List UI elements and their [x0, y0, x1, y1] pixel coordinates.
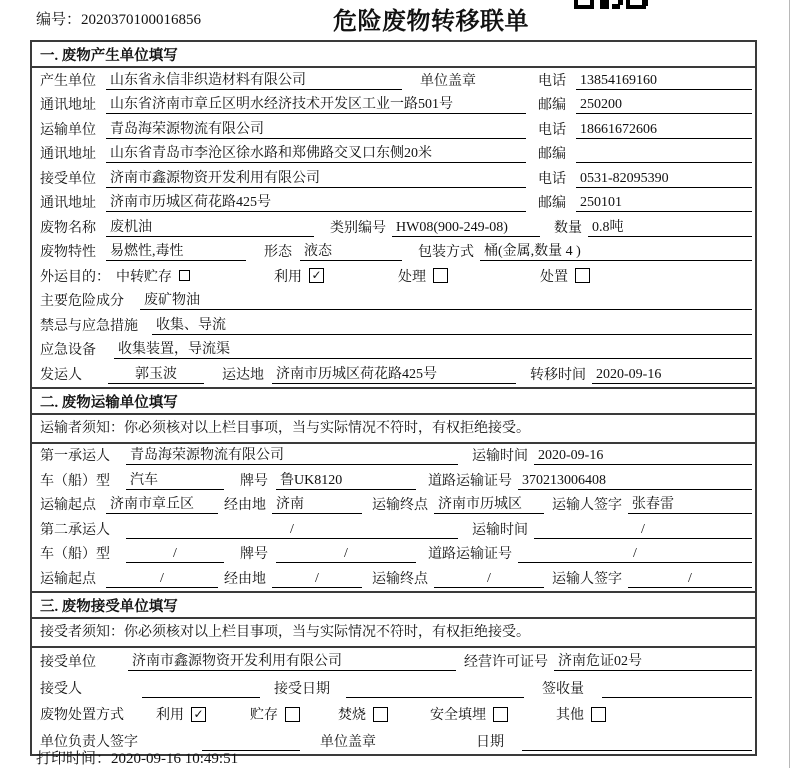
- carrier-sign1-label: 运输人签字: [552, 498, 622, 513]
- waste-character-label: 废物特性: [40, 245, 96, 260]
- disposal-incinerate-label: 焚烧: [338, 708, 366, 723]
- accept-unit-label: 接受单位: [40, 655, 96, 670]
- receive-zip-label: 邮编: [538, 196, 566, 211]
- business-permit-label: 经营许可证号: [464, 655, 548, 670]
- checkbox-disposal-incinerate-icon: [373, 707, 388, 722]
- row-accept-person: [32, 674, 755, 701]
- transport-time2-label: 运输时间: [472, 522, 528, 538]
- plate2-label: 牌号: [240, 547, 268, 562]
- checkbox-dispose-icon: [575, 268, 590, 283]
- responsible-sign-label: 单位负责人签字: [40, 734, 138, 750]
- receiver-notice: 接受者须知：你必须核对以上栏目事项，当与实际情况不符时，有权拒绝接受。: [32, 619, 755, 648]
- route-end2-value: /: [434, 571, 544, 588]
- row-disposal-method: [32, 701, 755, 728]
- row-producer-address: [32, 93, 755, 118]
- print-time-value: 2020-09-16 10:49:51: [111, 751, 239, 767]
- second-carrier-value: /: [126, 522, 458, 539]
- road-permit2-value: /: [518, 546, 752, 563]
- row-waste-name: [32, 215, 755, 240]
- vehicle-type1-label: 车（船）型: [40, 473, 110, 489]
- accept-unit-value: 济南市鑫源物资开发利用有限公司: [128, 650, 456, 671]
- producer-phone-value: 13854169160: [576, 73, 752, 90]
- transport-address-label: 通讯地址: [40, 147, 96, 162]
- receive-address-value: 济南市历城区荷花路425号: [106, 191, 526, 212]
- unit-seal-label: 单位盖章: [320, 734, 376, 750]
- route-via2-value: /: [272, 571, 362, 588]
- transport-phone-value: 18661672606: [576, 122, 752, 139]
- transport-zip-label: 邮编: [538, 147, 566, 162]
- section3-header: 三. 废物接受单位填写: [32, 591, 755, 619]
- row-vehicle1: [32, 468, 755, 493]
- purpose-option-dispose: [540, 266, 590, 286]
- page-title: 危险废物转移联单: [333, 9, 529, 35]
- row-waste-character: [32, 240, 755, 265]
- checkbox-utilize-icon: ✓: [309, 268, 324, 283]
- row-receive-unit: [32, 166, 755, 191]
- qr-code-fragment-icon: [574, 0, 652, 9]
- producer-label: 产生单位: [40, 73, 96, 89]
- pack-method-value: 桶(金属,数量 4 ): [480, 240, 752, 261]
- disposal-utilize-label: 利用: [156, 708, 184, 723]
- route-start2-label: 运输起点: [40, 571, 96, 587]
- disposal-storage-label: 贮存: [250, 708, 278, 723]
- section1-header: 一. 废物产生单位填写: [32, 42, 755, 68]
- manifest-form-table: [30, 40, 757, 756]
- road-permit2-label: 道路运输证号: [428, 547, 512, 562]
- transport-phone-label: 电话: [538, 122, 566, 138]
- document-number-label: 编号：: [36, 12, 82, 28]
- row-emergency-equipment: [32, 338, 755, 363]
- waste-qty-value: 0.8吨: [588, 216, 752, 237]
- carrier-sign1-value: 张春雷: [628, 493, 752, 514]
- disposal-other-label: 其他: [556, 708, 584, 723]
- receive-phone-label: 电话: [538, 171, 566, 187]
- row-producer: [32, 68, 755, 93]
- transport-time1-value: 2020-09-16: [534, 448, 752, 465]
- purpose-dispose-label: 处置: [540, 269, 568, 285]
- road-permit1-label: 道路运输证号: [428, 473, 512, 489]
- transport-address-value: 山东省青岛市李沧区徐水路和郑佛路交叉口东侧20米: [106, 142, 526, 163]
- emergency-equipment-value: 收集装置，导流渠: [114, 338, 752, 359]
- producer-phone-label: 电话: [538, 73, 566, 89]
- outbound-purpose-label: 外运目的：: [40, 269, 110, 285]
- route-start2-value: /: [106, 571, 218, 588]
- document-number: [36, 8, 201, 29]
- checkbox-treat-icon: [433, 268, 448, 283]
- row-transport-unit: [32, 117, 755, 142]
- vehicle-type2-label: 车（船）型: [40, 547, 110, 562]
- transfer-time-label: 转移时间: [530, 367, 586, 383]
- producer-address-label: 通讯地址: [40, 98, 96, 113]
- row-vehicle2: [32, 542, 755, 567]
- checkbox-transfer-storage-icon: [179, 270, 190, 281]
- row-hazard-component: [32, 289, 755, 314]
- producer-zip-label: 邮编: [538, 98, 566, 113]
- transport-zip-value: [576, 162, 752, 163]
- print-time-label: 打印时间：: [36, 751, 112, 767]
- disposal-option-incinerate: [338, 704, 388, 724]
- row-emergency-measures: [32, 313, 755, 338]
- row-route2: [32, 566, 755, 591]
- receive-phone-value: 0531-82095390: [576, 171, 752, 188]
- vehicle-type2-value: /: [126, 546, 224, 563]
- accept-date-label: 接受日期: [274, 681, 330, 697]
- disposal-landfill-label: 安全填埋: [430, 708, 486, 723]
- producer-address-value: 山东省济南市章丘区明水经济技术开发区工业一路501号: [106, 93, 526, 114]
- document-number-value: 2020370100016856: [81, 12, 202, 28]
- receipt-qty-value: [602, 697, 752, 698]
- waste-category-label: 类别编号: [330, 220, 386, 236]
- waste-name-value: 废机油: [106, 216, 314, 237]
- pack-method-label: 包装方式: [418, 245, 474, 260]
- disposal-option-storage: [250, 704, 300, 724]
- row-first-carrier: [32, 444, 755, 469]
- checkbox-disposal-utilize-icon: ✓: [191, 707, 206, 722]
- disposal-option-utilize: [156, 704, 206, 724]
- transport-time1-label: 运输时间: [472, 449, 528, 464]
- producer-zip-value: 250200: [576, 97, 752, 114]
- purpose-transfer-storage-label: 中转贮存: [116, 269, 172, 285]
- route-start1-value: 济南市章丘区: [106, 493, 218, 514]
- purpose-utilize-label: 利用: [274, 269, 302, 285]
- carrier-sign2-label: 运输人签字: [552, 571, 622, 587]
- checkbox-disposal-other-icon: [591, 707, 606, 722]
- plate1-label: 牌号: [240, 473, 268, 489]
- route-via1-value: 济南: [272, 493, 362, 514]
- purpose-option-treat: [398, 266, 448, 286]
- destination-value: 济南市历城区荷花路425号: [272, 363, 516, 384]
- business-permit-value: 济南危证02号: [554, 650, 752, 671]
- shipper-label: 发运人: [40, 367, 82, 383]
- waste-character-value: 易燃性,毒性: [106, 240, 246, 261]
- row-route1: [32, 493, 755, 518]
- route-end1-value: 济南市历城区: [434, 493, 544, 514]
- receipt-qty-label: 签收量: [542, 681, 584, 697]
- page-edge-line: [789, 0, 790, 768]
- accept-date-value: [346, 697, 524, 698]
- checkbox-disposal-storage-icon: [285, 707, 300, 722]
- sign-date-value: [522, 750, 752, 751]
- disposal-option-landfill: [430, 704, 508, 724]
- transporter-notice: 运输者须知：你必须核对以上栏目事项，当与实际情况不符时，有权拒绝接受。: [32, 415, 755, 444]
- hazard-component-label: 主要危险成分: [40, 294, 124, 309]
- disposal-method-label: 废物处置方式: [40, 708, 124, 723]
- section2-header: 二. 废物运输单位填写: [32, 387, 755, 415]
- hazard-component-value: 废矿物油: [140, 289, 752, 310]
- waste-form-value: 液态: [300, 240, 402, 261]
- second-carrier-label: 第二承运人: [40, 522, 110, 538]
- transport-unit-value: 青岛海荣源物流有限公司: [106, 118, 526, 139]
- producer-value: 山东省永信非织造材料有限公司: [106, 69, 402, 90]
- row-receive-address: [32, 191, 755, 216]
- waste-qty-label: 数量: [554, 220, 582, 236]
- transfer-time-value: 2020-09-16: [592, 367, 752, 384]
- receive-unit-value: 济南市鑫源物资开发利用有限公司: [106, 167, 526, 188]
- row-outbound-purpose: [32, 264, 755, 289]
- first-carrier-value: 青岛海荣源物流有限公司: [126, 444, 458, 465]
- carrier-sign2-value: /: [628, 571, 752, 588]
- route-via1-label: 经由地: [224, 498, 266, 513]
- purpose-treat-label: 处理: [398, 269, 426, 285]
- checkbox-disposal-landfill-icon: [493, 707, 508, 722]
- purpose-option-transfer-storage: [116, 266, 190, 286]
- receive-zip-value: 250101: [576, 195, 752, 212]
- emergency-measures-label: 禁忌与应急措施: [40, 318, 138, 334]
- plate1-value: 鲁UK8120: [276, 469, 416, 490]
- disposal-option-other: [556, 704, 606, 724]
- receive-unit-label: 接受单位: [40, 171, 96, 187]
- waste-category-value: HW08(900-249-08): [392, 220, 540, 237]
- row-shipper: [32, 362, 755, 387]
- waste-form-label: 形态: [264, 245, 292, 260]
- route-via2-label: 经由地: [224, 571, 266, 587]
- transport-unit-label: 运输单位: [40, 122, 96, 138]
- route-end1-label: 运输终点: [372, 498, 428, 513]
- seal-label: 单位盖章: [420, 73, 476, 89]
- road-permit1-value: 370213006408: [518, 473, 752, 490]
- first-carrier-label: 第一承运人: [40, 449, 110, 464]
- vehicle-type1-value: 汽车: [126, 469, 224, 490]
- route-start1-label: 运输起点: [40, 498, 96, 513]
- print-time: [36, 747, 238, 768]
- route-end2-label: 运输终点: [372, 571, 428, 587]
- accept-person-label: 接受人: [40, 681, 82, 697]
- accept-person-value: [142, 697, 260, 698]
- emergency-measures-value: 收集、导流: [152, 314, 752, 335]
- emergency-equipment-label: 应急设备: [40, 343, 96, 358]
- row-second-carrier: [32, 517, 755, 542]
- plate2-value: /: [276, 546, 416, 563]
- destination-label: 运达地: [222, 367, 264, 383]
- row-transport-address: [32, 142, 755, 167]
- purpose-option-utilize: [274, 266, 324, 286]
- row-accept-unit: [32, 648, 755, 675]
- receive-address-label: 通讯地址: [40, 196, 96, 211]
- shipper-value: 郭玉波: [108, 363, 204, 384]
- waste-name-label: 废物名称: [40, 220, 96, 236]
- sign-date-label: 日期: [476, 734, 504, 750]
- transport-time2-value: /: [534, 522, 752, 539]
